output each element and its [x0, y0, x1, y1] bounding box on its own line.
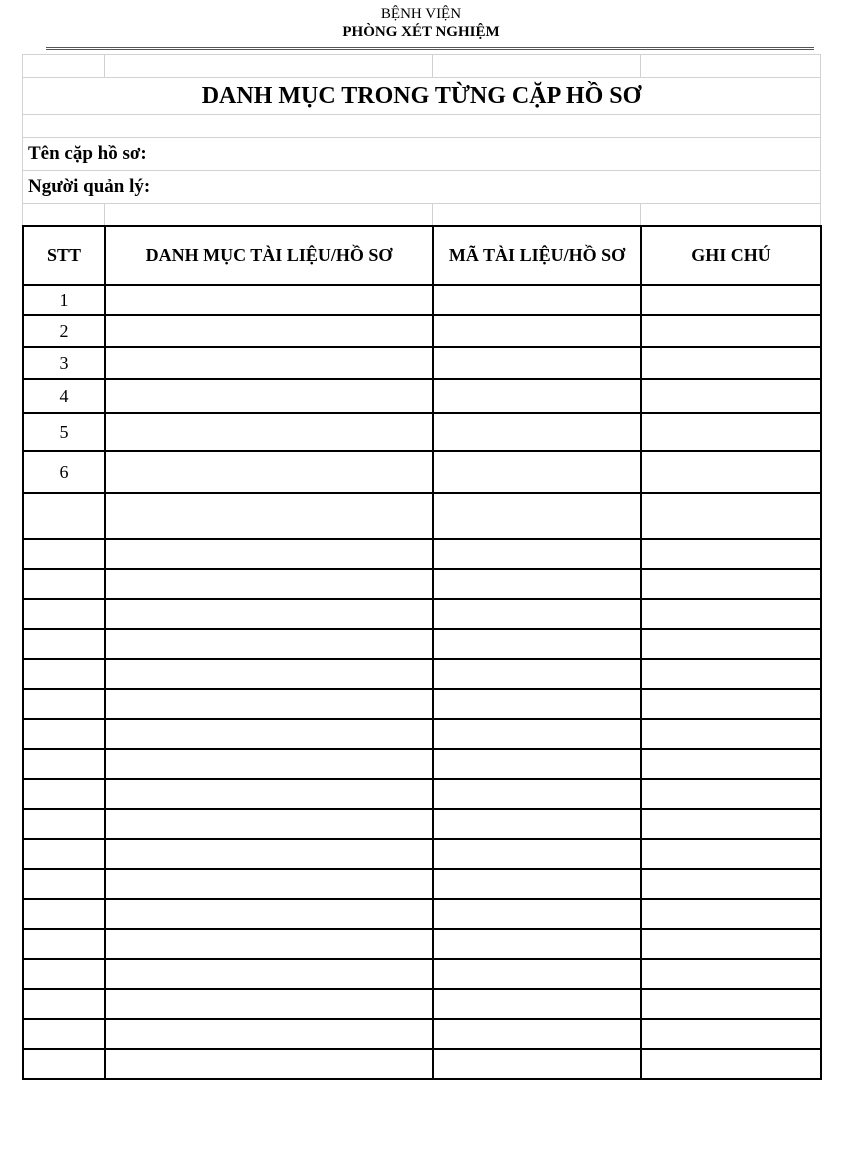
cell-code — [433, 629, 641, 659]
column-header-stt: STT — [23, 226, 105, 285]
cell-note — [641, 839, 821, 869]
cell-document — [105, 599, 433, 629]
cell-code — [433, 659, 641, 689]
cell-code — [433, 929, 641, 959]
cell-document — [105, 379, 433, 413]
cell-stt — [23, 493, 105, 539]
cell-stt — [23, 629, 105, 659]
cell-document — [105, 539, 433, 569]
cell-document — [105, 839, 433, 869]
cell-document — [105, 719, 433, 749]
cell-note — [641, 719, 821, 749]
cell-note — [641, 1049, 821, 1079]
cell-note — [641, 629, 821, 659]
cell-stt — [23, 569, 105, 599]
cell-stt — [23, 959, 105, 989]
table-row — [23, 989, 821, 1019]
table-row — [23, 689, 821, 719]
cell-stt — [23, 689, 105, 719]
cell-note — [641, 539, 821, 569]
table-row — [23, 809, 821, 839]
form-header-grid — [22, 54, 821, 225]
cell-code — [433, 689, 641, 719]
table-row — [23, 1019, 821, 1049]
cell-code — [433, 1049, 641, 1079]
table-row — [23, 285, 821, 315]
cell-code — [433, 451, 641, 493]
table-row — [23, 749, 821, 779]
spacer-row — [23, 115, 821, 138]
document-list-table — [22, 225, 822, 1080]
table-row — [23, 539, 821, 569]
table-row — [23, 1049, 821, 1079]
cell-code — [433, 379, 641, 413]
table-row — [23, 869, 821, 899]
document-header — [0, 6, 842, 41]
document-sheet — [22, 54, 820, 1080]
cell-code — [433, 899, 641, 929]
cell-document — [105, 869, 433, 899]
cell-note — [641, 929, 821, 959]
cell-code — [433, 315, 641, 347]
cell-document — [105, 451, 433, 493]
cell-note — [641, 315, 821, 347]
table-header-row — [23, 226, 821, 285]
cell-note — [641, 749, 821, 779]
cell-stt — [23, 1049, 105, 1079]
cell-note — [641, 659, 821, 689]
table-row — [23, 959, 821, 989]
cell-note — [641, 959, 821, 989]
cell-stt: 3 — [23, 347, 105, 379]
cell-stt — [23, 749, 105, 779]
table-row — [23, 839, 821, 869]
cell-code — [433, 493, 641, 539]
document-title: DANH MỤC TRONG TỪNG CẶP HỒ SƠ — [23, 78, 821, 115]
cell-document — [105, 569, 433, 599]
cell-code — [433, 749, 641, 779]
cell-note — [641, 1019, 821, 1049]
table-row — [23, 379, 821, 413]
cell-code — [433, 1019, 641, 1049]
cell-stt — [23, 659, 105, 689]
table-row — [23, 929, 821, 959]
cell-document — [105, 959, 433, 989]
cell-code — [433, 779, 641, 809]
cell-note — [641, 413, 821, 451]
cell-stt — [23, 839, 105, 869]
cell-note — [641, 285, 821, 315]
cell-code — [433, 719, 641, 749]
cell-code — [433, 539, 641, 569]
cell-document — [105, 315, 433, 347]
cell-document — [105, 809, 433, 839]
table-row — [23, 899, 821, 929]
table-row — [23, 599, 821, 629]
cell-document — [105, 493, 433, 539]
cell-note — [641, 869, 821, 899]
cell-code — [433, 959, 641, 989]
spacer-row — [23, 204, 821, 226]
spacer-row — [23, 55, 821, 78]
table-row — [23, 719, 821, 749]
cell-document — [105, 659, 433, 689]
manager-label: Người quản lý: — [23, 171, 821, 204]
cell-code — [433, 839, 641, 869]
cell-note — [641, 899, 821, 929]
table-body — [23, 285, 821, 1079]
column-header-note: GHI CHÚ — [641, 226, 821, 285]
cell-stt: 4 — [23, 379, 105, 413]
table-row — [23, 347, 821, 379]
folder-name-label: Tên cặp hồ sơ: — [23, 138, 821, 171]
cell-document — [105, 989, 433, 1019]
cell-document — [105, 749, 433, 779]
cell-document — [105, 1019, 433, 1049]
cell-stt — [23, 779, 105, 809]
table-row — [23, 659, 821, 689]
cell-code — [433, 413, 641, 451]
cell-stt — [23, 539, 105, 569]
cell-document — [105, 779, 433, 809]
cell-code — [433, 347, 641, 379]
cell-code — [433, 599, 641, 629]
cell-stt: 2 — [23, 315, 105, 347]
column-header-document-code: MÃ TÀI LIỆU/HỒ SƠ — [433, 226, 641, 285]
cell-note — [641, 599, 821, 629]
cell-document — [105, 929, 433, 959]
header-rule — [46, 47, 814, 50]
cell-note — [641, 493, 821, 539]
cell-stt — [23, 929, 105, 959]
cell-note — [641, 569, 821, 599]
cell-document — [105, 689, 433, 719]
cell-stt — [23, 989, 105, 1019]
cell-stt — [23, 809, 105, 839]
cell-document — [105, 899, 433, 929]
cell-note — [641, 451, 821, 493]
table-row — [23, 493, 821, 539]
cell-stt — [23, 1019, 105, 1049]
cell-note — [641, 779, 821, 809]
cell-note — [641, 379, 821, 413]
cell-code — [433, 869, 641, 899]
cell-stt — [23, 869, 105, 899]
cell-note — [641, 347, 821, 379]
cell-stt — [23, 899, 105, 929]
table-row — [23, 629, 821, 659]
cell-code — [433, 989, 641, 1019]
hospital-name: BỆNH VIỆN — [380, 6, 462, 22]
cell-stt: 5 — [23, 413, 105, 451]
cell-note — [641, 989, 821, 1019]
cell-document — [105, 629, 433, 659]
cell-stt — [23, 719, 105, 749]
column-header-document-list: DANH MỤC TÀI LIỆU/HỒ SƠ — [105, 226, 433, 285]
table-row — [23, 779, 821, 809]
cell-stt: 6 — [23, 451, 105, 493]
department-name: PHÒNG XÉT NGHIỆM — [342, 24, 500, 40]
cell-document — [105, 347, 433, 379]
table-row — [23, 569, 821, 599]
cell-code — [433, 285, 641, 315]
cell-stt: 1 — [23, 285, 105, 315]
table-row — [23, 315, 821, 347]
table-row — [23, 451, 821, 493]
table-row — [23, 413, 821, 451]
cell-note — [641, 689, 821, 719]
cell-code — [433, 809, 641, 839]
cell-document — [105, 285, 433, 315]
cell-document — [105, 413, 433, 451]
cell-stt — [23, 599, 105, 629]
cell-code — [433, 569, 641, 599]
cell-document — [105, 1049, 433, 1079]
cell-note — [641, 809, 821, 839]
